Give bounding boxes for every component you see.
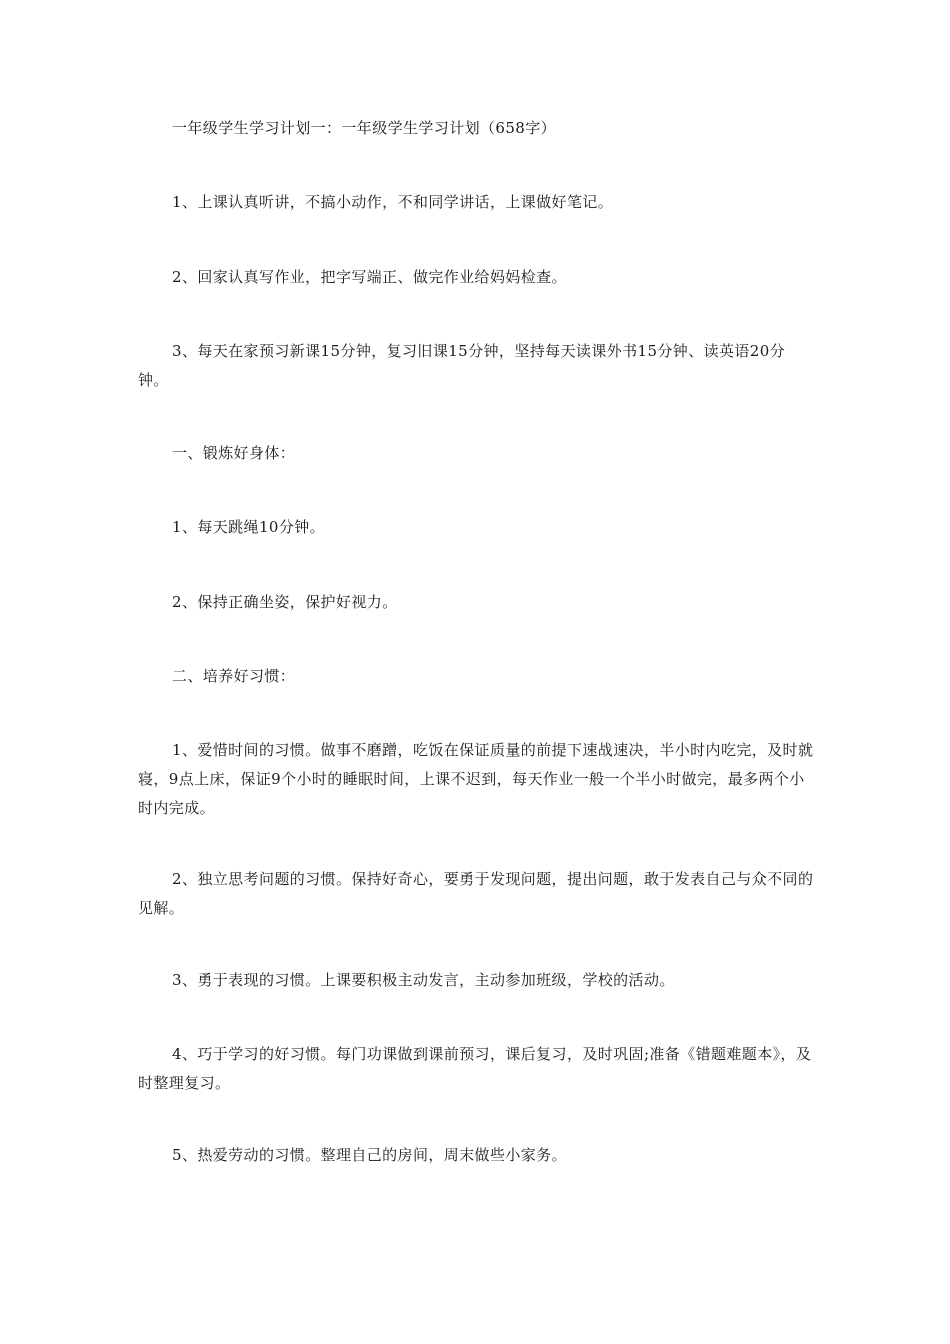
paragraph-habit-5: 5、热爱劳动的习惯。整理自己的房间，周末做些小家务。 bbox=[172, 1146, 567, 1164]
section-heading-habits: 二、培养好习惯： bbox=[172, 667, 296, 685]
paragraph-habit-2: 2、独立思考问题的习惯。保持好奇心，要勇于发现问题，提出问题，敢于发表自己与众不同的见解。 bbox=[138, 870, 814, 917]
document-title: 一年级学生学习计划一：一年级学生学习计划（658字） bbox=[172, 119, 557, 137]
paragraph-exercise-1: 1、每天跳绳10分钟。 bbox=[172, 518, 326, 536]
paragraph-habit-4: 4、巧于学习的好习惯。每门功课做到课前预习，课后复习，及时巩固;准备《错题难题本》，及时整理复习。 bbox=[138, 1045, 812, 1092]
paragraph-habit-1: 1、爱惜时间的习惯。做事不磨蹭，吃饭在保证质量的前提下速战速决，半小时内吃完，及时就寝，9点上床，保证9个小时的睡眠时间，上课不迟到，每天作业一般一个半小时做完，最多两个小时内完成。 bbox=[138, 741, 814, 817]
paragraph-exercise-2: 2、保持正确坐姿，保护好视力。 bbox=[172, 593, 398, 611]
paragraph-habit-3: 3、勇于表现的习惯。上课要积极主动发言，主动参加班级，学校的活动。 bbox=[172, 971, 675, 989]
paragraph-study-3: 3、每天在家预习新课15分钟，复习旧课15分钟，坚持每天读课外书15分钟、读英语20分钟。 bbox=[138, 342, 786, 389]
paragraph-study-1: 1、上课认真听讲，不搞小动作，不和同学讲话，上课做好笔记。 bbox=[172, 193, 614, 211]
paragraph-study-2: 2、回家认真写作业，把字写端正、做完作业给妈妈检查。 bbox=[172, 268, 567, 286]
section-heading-exercise: 一、锻炼好身体： bbox=[172, 444, 296, 462]
